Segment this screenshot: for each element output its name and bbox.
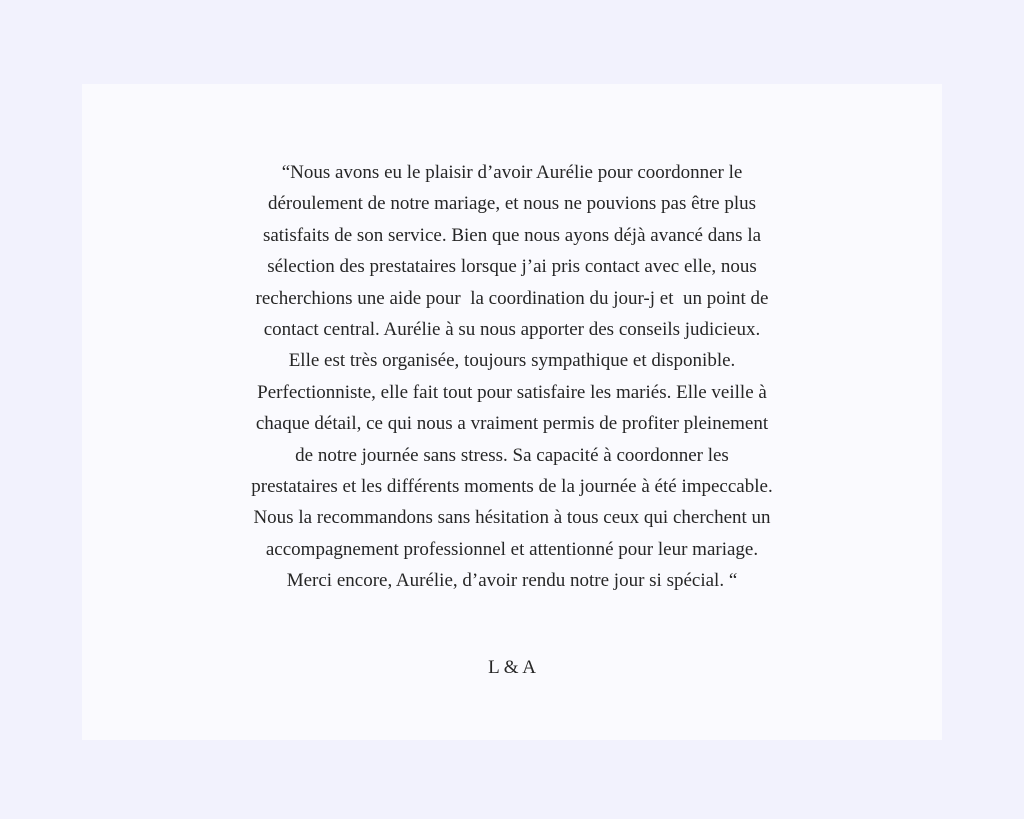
testimonial-quote [0, 157, 1024, 597]
quote-line: Elle est très organisée, toujours sympathique et disponible. [288, 350, 736, 372]
quote-line: Merci encore, Aurélie, d’avoir rendu notre jour si spécial. “ [286, 570, 738, 592]
quote-line: prestataires et les différents moments de la journée à été impeccable. [251, 476, 773, 498]
quote-line: chaque détail, ce qui nous a vraiment permis de profiter pleinement [255, 413, 769, 435]
quote-line: de notre journée sans stress. Sa capacité à coordonner les [295, 444, 729, 466]
quote-line: déroulement de notre mariage, et nous ne pouvions pas être plus [267, 193, 757, 215]
quote-line: Perfectionniste, elle fait tout pour satisfaire les mariés. Elle veille à [257, 381, 767, 403]
quote-line: accompagnement professionnel et attentionné pour leur mariage. [265, 538, 759, 560]
quote-line: Nous la recommandons sans hésitation à tous ceux qui cherchent un [253, 507, 771, 529]
quote-line: satisfaits de son service. Bien que nous ayons déjà avancé dans la [262, 224, 762, 246]
quote-line: sélection des prestataires lorsque j’ai pris contact avec elle, nous [267, 256, 757, 278]
quote-line: contact central. Aurélie à su nous apporter des conseils judicieux. [263, 319, 761, 341]
quote-line: recherchions une aide pour la coordination du jour-j et un point de [255, 287, 769, 309]
testimonial-signature: L & A [488, 657, 536, 678]
quote-line: “Nous avons eu le plaisir d’avoir Aurélie pour coordonner le [281, 162, 743, 183]
